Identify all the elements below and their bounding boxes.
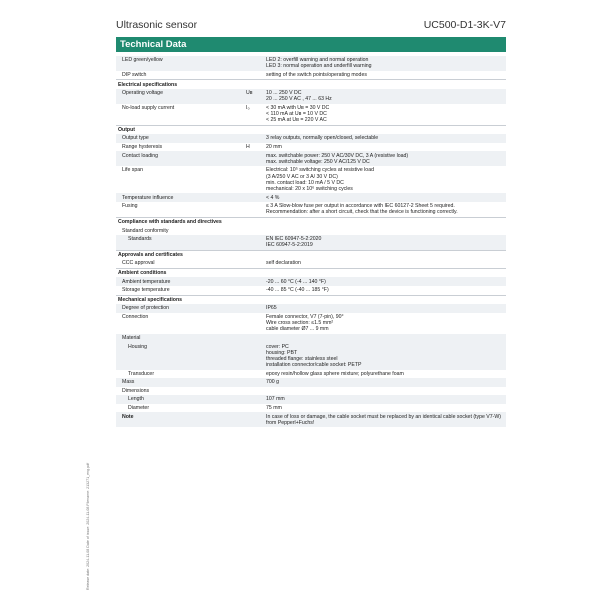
- spec-value-line: cover: PC: [266, 343, 289, 350]
- spec-value-line: 20 ... 250 V AC , 47 ... 63 Hz: [266, 96, 332, 103]
- section-banner: Technical Data: [116, 37, 506, 52]
- spec-row: [116, 235, 506, 250]
- spec-value: [266, 236, 506, 248]
- spec-value-line: < 4 %: [266, 194, 280, 201]
- spec-row: [116, 89, 506, 104]
- spec-value-line: IEC 60947-5-2:2019: [266, 242, 313, 249]
- spec-value-line: setting of the switch points/operating modes: [266, 71, 367, 78]
- spec-label: Standards: [128, 236, 152, 243]
- spec-value-line: Recommendation: after a short circuit, check that the device is functioning correctly.: [266, 209, 458, 216]
- spec-row: [116, 404, 506, 413]
- spec-symbol: [246, 167, 266, 192]
- spec-label: Note: [122, 413, 134, 420]
- section-title: Compliance with standards and directives: [118, 218, 222, 225]
- spec-value: [266, 314, 506, 333]
- spec-value: [266, 144, 506, 150]
- spec-row: [116, 395, 506, 404]
- spec-value: [266, 305, 506, 311]
- spec-value: [266, 279, 506, 285]
- spec-value-line: IP65: [266, 305, 277, 312]
- spec-symbol: [246, 396, 266, 402]
- spec-row: [116, 166, 506, 193]
- spec-value-line: -20 ... 60 °C (-4 ... 140 °F): [266, 278, 326, 285]
- spec-row: [116, 370, 506, 379]
- section-header: [116, 79, 506, 89]
- spec-label: Temperature influence: [122, 194, 174, 201]
- spec-value-line: threaded flange: stainless steel: [266, 355, 338, 362]
- spec-symbol: [246, 153, 266, 165]
- spec-value-line: Female connector, V7 (7-pin), 90°: [266, 313, 344, 320]
- spec-value-line: (3 A/250 V AC or 3 A/ 30 V DC): [266, 173, 338, 180]
- spec-label: DIP switch: [122, 71, 147, 78]
- section-header: [116, 295, 506, 305]
- spec-value: [266, 72, 506, 78]
- spec-row: [116, 143, 506, 152]
- spec-value-line: 3 relay outputs, normally open/closed, selectable: [266, 135, 379, 142]
- spec-value: [266, 379, 506, 385]
- spec-value-line: mechanical: 20 x 10⁶ switching cycles: [266, 186, 353, 193]
- spec-label: Connection: [122, 313, 149, 320]
- document-title: Ultrasonic sensor: [116, 19, 198, 31]
- spec-label: Storage temperature: [122, 287, 170, 294]
- spec-row: [116, 387, 506, 396]
- spec-value-line: ≤ 3 A Slow-blow fuse per output in accordance with IEC 60127-2 Sheet 5 required.: [266, 203, 455, 210]
- spec-symbol: [246, 335, 266, 341]
- spec-label: Standard conformity: [122, 227, 169, 234]
- spec-label: Length: [128, 396, 144, 403]
- spec-symbol: [246, 405, 266, 411]
- section-title: Electrical specifications: [118, 81, 178, 88]
- spec-symbol: [246, 228, 266, 234]
- section-title: Approvals and certificates: [118, 251, 183, 258]
- section-header: [116, 250, 506, 260]
- spec-symbol: I₀: [246, 104, 250, 111]
- spec-label: Output type: [122, 135, 149, 142]
- spec-value: [266, 388, 506, 394]
- spec-symbol: [246, 379, 266, 385]
- spec-value-line: -40 ... 85 °C (-40 ... 185 °F): [266, 287, 329, 294]
- spec-row: [116, 277, 506, 286]
- spec-symbol: [246, 344, 266, 369]
- spec-symbol: [246, 279, 266, 285]
- spec-value-line: 75 mm: [266, 405, 282, 411]
- section-header: [116, 268, 506, 278]
- spec-value: [266, 405, 506, 411]
- spec-row: [116, 193, 506, 202]
- spec-row: [116, 134, 506, 143]
- spec-value: [266, 371, 506, 377]
- spec-value: [266, 203, 506, 215]
- spec-value-line: LED 3: normal operation and underfill warning: [266, 63, 372, 70]
- spec-value-line: < 25 mA at Uʙ = 220 V AC: [266, 117, 327, 124]
- spec-value-line: EN IEC 60947-5-2:2020: [266, 236, 322, 243]
- spec-label: Fusing: [122, 203, 138, 210]
- spec-value: [266, 414, 506, 426]
- spec-row: [116, 56, 506, 71]
- spec-row: [116, 151, 506, 166]
- spec-value-line: epoxy resin/hollow glass sphere mixture; polyurethane foam: [266, 370, 404, 377]
- spec-row: [116, 304, 506, 313]
- spec-label: Dimensions: [122, 387, 150, 394]
- spec-label: Range hysteresis: [122, 144, 163, 151]
- spec-symbol: [246, 195, 266, 201]
- spec-label: Mass: [122, 379, 135, 386]
- spec-label: Contact loading: [122, 152, 159, 159]
- spec-label: Transducer: [128, 370, 155, 377]
- spec-value-line: cable diameter Ø7 ... 9 mm: [266, 326, 329, 333]
- spec-row: [116, 412, 506, 427]
- spec-label: No-load supply current: [122, 104, 175, 111]
- spec-value-line: max. switchable power: 250 V AC/30V DC, 3 A (resistive load): [266, 152, 409, 159]
- spec-value-line: max. switchable voltage: 250 V AC/125 V DC: [266, 158, 370, 165]
- spec-row: [116, 286, 506, 295]
- spec-symbol: [246, 388, 266, 394]
- spec-label: Degree of protection: [122, 305, 170, 312]
- spec-symbol: [246, 236, 266, 248]
- spec-value: [266, 396, 506, 402]
- section-title: Output: [118, 126, 135, 133]
- spec-symbol: [246, 314, 266, 333]
- spec-table: [116, 56, 506, 427]
- spec-label: CCC approval: [122, 260, 155, 267]
- section-title: Mechanical specifications: [118, 296, 183, 303]
- spec-symbol: [246, 305, 266, 311]
- spec-symbol: [246, 287, 266, 293]
- spec-symbol: [246, 72, 266, 78]
- spec-label: LED green/yellow: [122, 57, 163, 64]
- spec-label: Diameter: [128, 405, 150, 411]
- spec-value: [266, 105, 506, 124]
- spec-value-line: Electrical: 10⁵ switching cycles at resistive load: [266, 167, 374, 174]
- spec-value: [266, 260, 506, 266]
- section-title: Ambient conditions: [118, 270, 167, 277]
- spec-symbol: [246, 203, 266, 215]
- spec-row: [116, 104, 506, 125]
- spec-value: [266, 90, 506, 102]
- spec-label: Material: [122, 334, 141, 341]
- spec-value-line: In case of loss or damage, the cable socket must be replaced by an identical cable socket (type V7-W) from Pepperl+Fuchs!: [266, 413, 501, 426]
- spec-row: [116, 202, 506, 217]
- spec-value: [266, 287, 506, 293]
- spec-value: [266, 135, 506, 141]
- section-header: [116, 217, 506, 227]
- spec-symbol: Uʙ: [246, 90, 253, 97]
- spec-value-line: housing: PBT: [266, 349, 298, 356]
- spec-row: [116, 378, 506, 387]
- spec-value: [266, 228, 506, 234]
- spec-value: [266, 57, 506, 69]
- spec-value-line: 107 mm: [266, 396, 285, 403]
- spec-symbol: H: [246, 144, 250, 151]
- spec-value: [266, 344, 506, 369]
- spec-symbol: [246, 57, 266, 69]
- spec-value-line: 700 g: [266, 379, 279, 386]
- spec-symbol: [246, 135, 266, 141]
- release-info: Release date: 2024-11-08 Date of issue: 2024-11-08 Filename: 213271_eng.pdf: [86, 462, 90, 590]
- spec-value-line: < 110 mA at Uʙ = 10 V DC: [266, 111, 327, 118]
- spec-symbol: [246, 260, 266, 266]
- spec-value-line: 10 ... 250 V DC: [266, 90, 302, 97]
- spec-row: [116, 259, 506, 268]
- spec-value-line: installation connector/cable socket: PETP: [266, 362, 362, 369]
- product-code: UC500-D1-3K-V7: [423, 19, 506, 31]
- spec-row: [116, 342, 506, 369]
- spec-label: Life span: [122, 167, 144, 174]
- spec-value: [266, 195, 506, 201]
- spec-row: [116, 334, 506, 343]
- spec-value: [266, 167, 506, 192]
- spec-row: [116, 226, 506, 235]
- spec-value-line: Wire cross section: ≤1.5 mm²: [266, 320, 334, 327]
- spec-value: [266, 335, 506, 341]
- spec-symbol: [246, 371, 266, 377]
- spec-label: Housing: [128, 343, 148, 350]
- spec-row: [116, 313, 506, 334]
- spec-symbol: [246, 414, 266, 426]
- spec-row: [116, 71, 506, 80]
- spec-value-line: LED 2: overfill warning and normal operation: [266, 57, 369, 64]
- spec-label: Ambient temperature: [122, 278, 171, 285]
- spec-value: [266, 153, 506, 165]
- spec-value-line: 20 mm: [266, 144, 282, 151]
- spec-value-line: self declaration: [266, 260, 301, 267]
- section-header: [116, 125, 506, 135]
- spec-value-line: min. contact load: 10 mA / 5 V DC: [266, 179, 344, 186]
- spec-value-line: < 30 mA with Uʙ = 30 V DC: [266, 104, 330, 111]
- spec-label: Operating voltage: [122, 90, 163, 97]
